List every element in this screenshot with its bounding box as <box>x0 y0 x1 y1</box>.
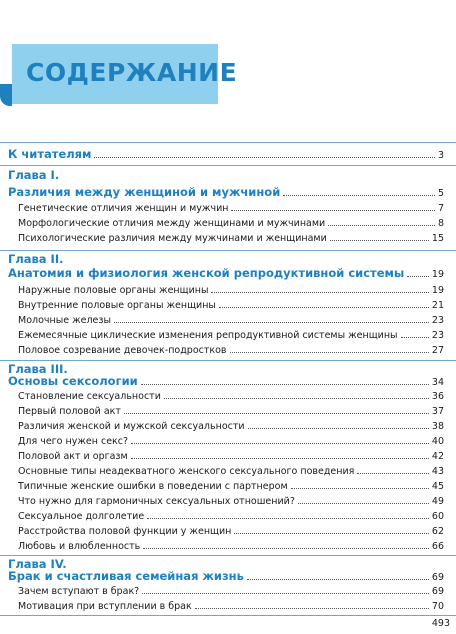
toc-item-title: Половой акт и оргазм <box>18 451 128 462</box>
toc-item[interactable] <box>18 448 444 462</box>
dot-leader <box>195 608 429 609</box>
toc-item-page: 27 <box>431 345 444 356</box>
chapter-heading[interactable] <box>8 185 444 199</box>
toc-item-title: Любовь и влюбленность <box>18 541 141 552</box>
dot-leader <box>401 337 429 338</box>
toc-item-page: 45 <box>431 481 444 492</box>
toc-item[interactable] <box>18 388 444 402</box>
toc-item-page: 23 <box>431 330 444 341</box>
toc-item-page: 70 <box>431 601 444 612</box>
toc-item-page: 36 <box>431 391 444 402</box>
toc-item-title: Молочные железы <box>18 315 111 326</box>
chapter-heading[interactable] <box>8 266 444 280</box>
dot-leader <box>407 276 429 277</box>
toc-item-title: Что нужно для гармоничных сексуальных отношений? <box>18 496 295 507</box>
page-number: 493 <box>431 618 450 629</box>
toc-item-title: Основные типы неадекватного женского сексуального поведения <box>18 466 355 477</box>
dot-leader <box>114 322 429 323</box>
toc-item-page: 21 <box>431 300 444 311</box>
toc-item-page: 23 <box>431 315 444 326</box>
toc-item-page: 42 <box>431 451 444 462</box>
toc-item-page: 43 <box>431 466 444 477</box>
chapter-label: Глава IV. <box>8 557 67 571</box>
toc-item[interactable] <box>18 463 444 477</box>
chapter-page: 34 <box>431 377 444 388</box>
toc-item-page: 62 <box>431 526 444 537</box>
toc-item[interactable] <box>18 312 444 326</box>
dot-leader <box>124 413 429 414</box>
chapter-page: 69 <box>431 572 444 583</box>
toc-item-page: 49 <box>431 496 444 507</box>
toc-item-page: 37 <box>431 406 444 417</box>
dot-leader <box>94 157 434 158</box>
toc-item[interactable] <box>18 215 444 229</box>
dot-leader <box>219 307 429 308</box>
chapter-label: Глава III. <box>8 362 68 376</box>
toc-item-page: 60 <box>431 511 444 522</box>
toc-item[interactable] <box>18 297 444 311</box>
toc-item-title: Ежемесячные циклические изменения репродуктивной системы женщины <box>18 330 398 341</box>
dot-leader <box>231 210 434 211</box>
toc-entry-title: К читателям <box>8 147 92 161</box>
chapter-heading[interactable] <box>8 569 444 583</box>
dot-leader <box>291 488 429 489</box>
toc-item[interactable] <box>18 200 444 214</box>
toc-item-title: Наружные половые органы женщины <box>18 285 209 296</box>
dot-leader <box>141 384 429 385</box>
toc-item[interactable] <box>18 403 444 417</box>
dot-leader <box>330 240 429 241</box>
toc-entry-to-reader[interactable] <box>8 147 444 161</box>
toc-item[interactable] <box>18 523 444 537</box>
divider <box>0 250 456 251</box>
dot-leader <box>143 548 429 549</box>
toc-item-page: 38 <box>431 421 444 432</box>
dot-leader <box>147 518 429 519</box>
toc-item-page: 7 <box>437 203 444 214</box>
toc-item[interactable] <box>18 478 444 492</box>
chapter-label: Глава II. <box>8 252 64 266</box>
toc-item[interactable] <box>18 598 444 612</box>
toc-item-title: Генетические отличия женщин и мужчин <box>18 203 229 214</box>
dot-leader <box>247 579 429 580</box>
toc-item-title: Сексуальное долголетие <box>18 511 145 522</box>
toc-item[interactable] <box>18 508 444 522</box>
toc-item[interactable] <box>18 418 444 432</box>
toc-item-title: Для чего нужен секс? <box>18 436 129 447</box>
toc-item-title: Мотивация при вступлении в брак <box>18 601 192 612</box>
toc-item-page: 15 <box>431 233 444 244</box>
toc-item[interactable] <box>18 230 444 244</box>
dot-leader <box>328 225 435 226</box>
dot-leader <box>142 593 429 594</box>
dot-leader <box>283 195 435 196</box>
toc-item[interactable] <box>18 493 444 507</box>
toc-item-title: Психологические различия между мужчинами и женщинами <box>18 233 327 244</box>
toc-item-title: Различия женской и мужской сексуальности <box>18 421 245 432</box>
chapter-title: Различия между женщиной и мужчиной <box>8 185 281 199</box>
chapter-title: Основы сексологии <box>8 374 138 388</box>
page-title: СОДЕРЖАНИЕ <box>26 58 238 87</box>
toc-item-title: Морфологические отличия между женщинами и мужчинами <box>18 218 326 229</box>
divider <box>0 555 456 556</box>
divider <box>0 360 456 361</box>
toc-item[interactable] <box>18 282 444 296</box>
toc-item[interactable] <box>18 327 444 341</box>
toc-item[interactable] <box>18 433 444 447</box>
dot-leader <box>131 458 429 459</box>
chapter-title: Анатомия и физиология женской репродуктивной системы <box>8 266 405 280</box>
toc-item-title: Зачем вступают в брак? <box>18 586 140 597</box>
toc-item-title: Типичные женские ошибки в поведении с партнером <box>18 481 288 492</box>
dot-leader <box>211 292 428 293</box>
dot-leader <box>234 533 429 534</box>
divider <box>0 142 456 143</box>
toc-item-title: Внутренние половые органы женщины <box>18 300 216 311</box>
toc-item[interactable] <box>18 342 444 356</box>
toc-item-page: 40 <box>431 436 444 447</box>
dot-leader <box>230 352 429 353</box>
divider <box>0 165 456 166</box>
divider <box>0 615 456 616</box>
dot-leader <box>248 428 429 429</box>
chapter-label: Глава I. <box>8 168 60 182</box>
chapter-title: Брак и счастливая семейная жизнь <box>8 569 244 583</box>
dot-leader <box>131 443 429 444</box>
toc-entry-page: 3 <box>437 150 444 161</box>
toc-item-title: Расстройства половой функции у женщин <box>18 526 232 537</box>
toc-item-page: 69 <box>431 586 444 597</box>
dot-leader <box>298 503 429 504</box>
toc-item-title: Первый половой акт <box>18 406 121 417</box>
toc-item-title: Становление сексуальности <box>18 391 161 402</box>
toc-item-page: 8 <box>437 218 444 229</box>
toc-item[interactable] <box>18 583 444 597</box>
toc-item-page: 66 <box>431 541 444 552</box>
chapter-heading[interactable] <box>8 374 444 388</box>
dot-leader <box>164 398 429 399</box>
chapter-page: 19 <box>431 269 444 280</box>
toc-item[interactable] <box>18 538 444 552</box>
dot-leader <box>357 473 429 474</box>
toc-item-title: Половое созревание девочек-подростков <box>18 345 227 356</box>
chapter-page: 5 <box>437 188 444 199</box>
toc-item-page: 19 <box>431 285 444 296</box>
